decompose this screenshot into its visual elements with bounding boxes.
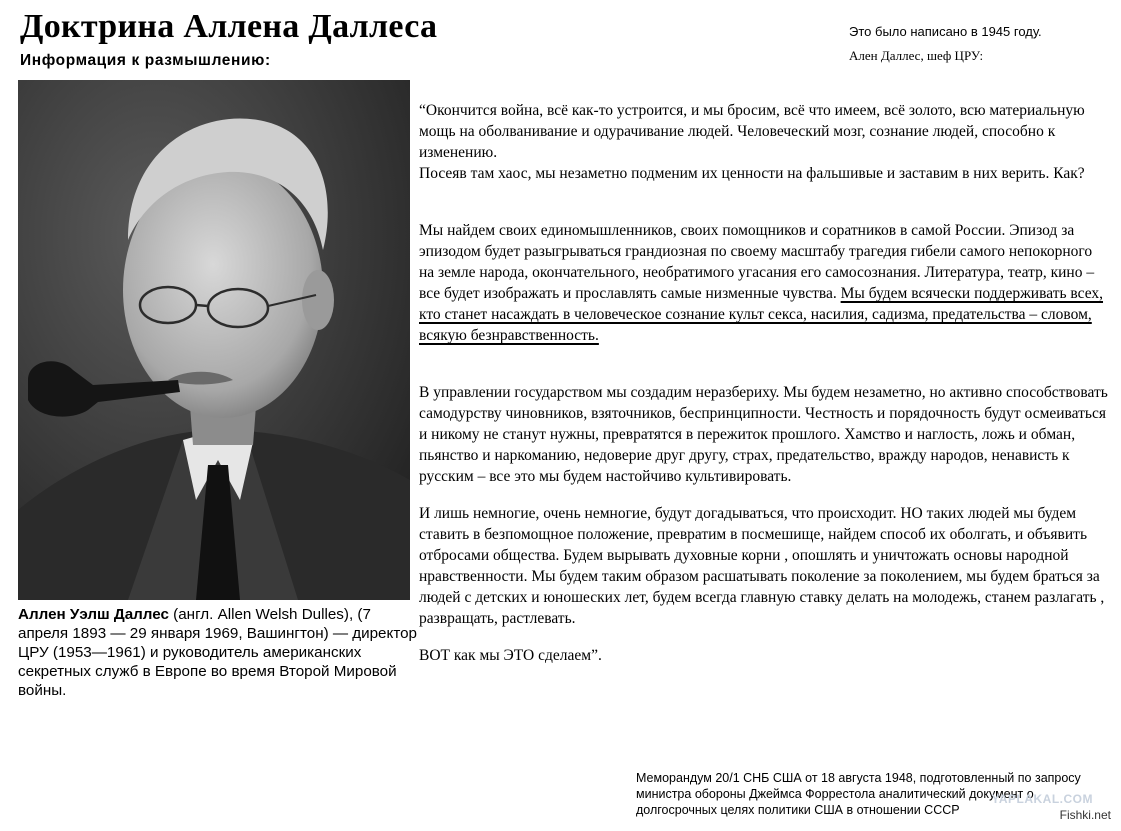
caption-name: Аллен Уэлш Даллес [18, 606, 169, 623]
quote-paragraph-3: В управлении государством мы создадим неразбериху. Мы будем незаметно, но активно способствовать самодурству чиновников, взяточников, беспринципности. Честность и порядочность будут осмеиваться и никому не станут нужны, превратятся в пережиток прошлого. Хамство и наглость, ложь и обман, пьянство и наркоманию, недоверие друг другу, страх, предательство, вражду народов, ненависть к русским – все это мы будем настойчиво культивировать. [419, 384, 1108, 485]
watermark-yaplakal: YAPLAKAL.COM [991, 792, 1093, 806]
quote-paragraph-5: ВОТ как мы ЭТО сделаем”. [419, 647, 602, 664]
quote-paragraph-2-text: Мы найдем своих единомышленников, своих помощников и соратников в самой России. Эпизод за эпизодом будет разыгрываться грандиозная по своему масштабу трагедия гибели самого непокорного на земле народа, окончательного, необратимого угасания его самосознания. Литература, театр, кино – все будет изображать и прославлять самые низменные чувства. [419, 222, 1095, 302]
portrait-photo [18, 80, 410, 600]
quote-paragraph-2 [419, 220, 1109, 346]
quote-body [419, 100, 1109, 666]
quote-paragraph-1b-text: Посеяв там хаос, мы незаметно подменим их ценности на фальшивые и заставим в них верить. Как? [419, 165, 1085, 182]
quote-paragraph-4: И лишь немногие, очень немногие, будут догадываться, что происходит. НО таких людей мы будем ставить в безпомощное положение, превратим в посмешище, найдем способ их оболгать, и объявить отбросами общества. Будем вырывать духовные корни , опошлять и уничтожать основы народной нравственности. Мы будем таким образом расшатывать поколение за поколением, мы будем браться за людей с детских и юношеских лет, будем всегда главную ставку делать на молодежь, станем разлагать , развращать, растлевать. [419, 505, 1105, 627]
photo-caption [18, 605, 423, 700]
date-note-line1: Это было написано в 1945 году. [849, 24, 1042, 39]
portrait-illustration [18, 80, 410, 600]
caption-text: (англ. Allen Welsh Dulles), (7 апреля 1893 — 29 января 1969, Вашингтон) — директор ЦРУ (1953—1961) и руководитель американских секретных служб в Европе во время Второй Мировой войны. [18, 606, 417, 699]
watermark-fishki: Fishki.net [1059, 808, 1111, 822]
memorandum-note: Меморандум 20/1 СНБ США от 18 августа 1948, подготовленный по запросу министра обороны Джеймса Форрестола аналитический документ о долгосрочных целях политики США в отношении СССР [636, 771, 1081, 817]
quote-paragraph-1 [419, 100, 1109, 184]
quote-paragraph-1-text: “Окончится война, всё как-то устроится, и мы бросим, всё что имеем, всё золото, всю материальную мощь на оболванивание и одурачивание людей. Человеческий мозг, сознание людей, способно к изменению. [419, 102, 1085, 161]
date-note [849, 20, 1099, 68]
date-note-line2: Ален Даллес, шеф ЦРУ: [849, 48, 984, 63]
page-title: Доктрина Аллена Даллеса [20, 8, 438, 45]
page-subtitle: Информация к размышлению: [20, 52, 271, 69]
quote-underlined-text: Мы будем всячески поддерживать всех, кто станет насаждать в человеческое сознание культ секса, насилия, садизма, предательства – словом, всякую безнравственность. [419, 285, 1104, 344]
